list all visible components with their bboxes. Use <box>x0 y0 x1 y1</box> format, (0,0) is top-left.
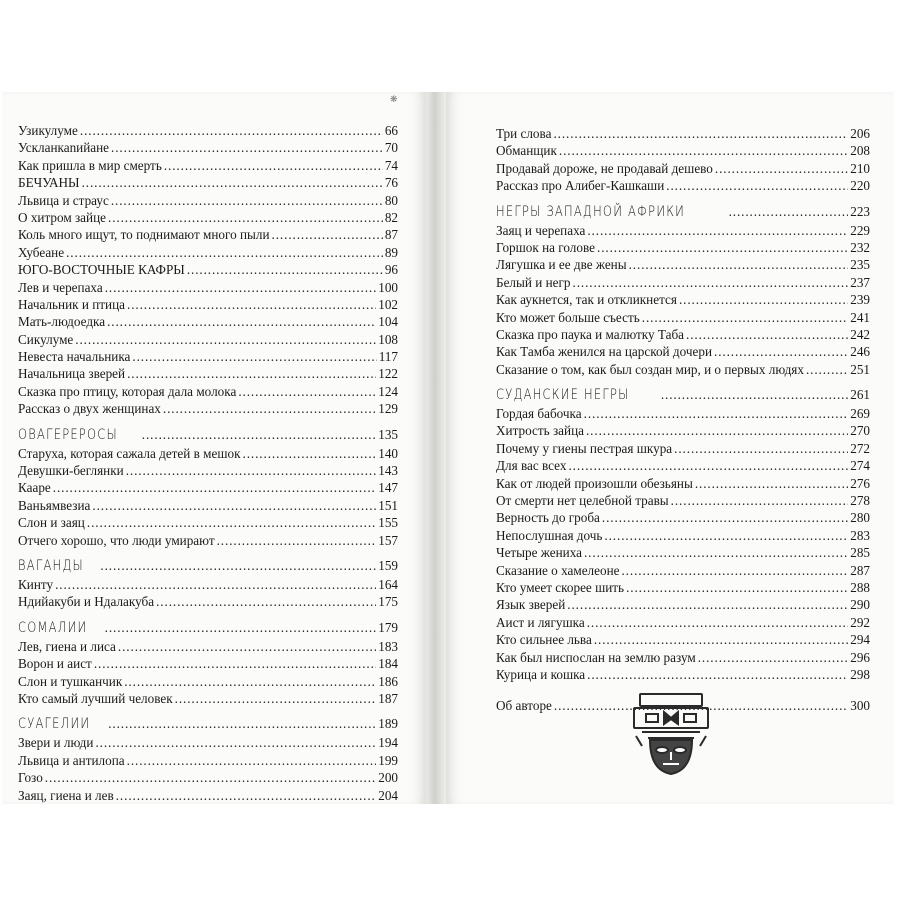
toc-section-heading: ОВАГЕРЕРОСЫ . . . 135 <box>18 426 398 445</box>
toc-entry: Сказание о хамелеоне . . . 287 <box>496 562 870 579</box>
book-gutter <box>426 92 446 804</box>
toc-entry: Гозо . . . 200 <box>18 769 398 786</box>
toc-entry: Как пришла в мир смерть . . . 74 <box>18 157 398 174</box>
toc-entry: Начальница зверей . . . 122 <box>18 365 398 382</box>
toc-entry: Аист и лягушка . . . 292 <box>496 614 870 631</box>
toc-entry: Слон и заяц . . . 155 <box>18 514 398 531</box>
toc-entry: Девушки-беглянки . . . 143 <box>18 462 398 479</box>
toc-entry: Ускланкаnийане . . . 70 <box>18 139 398 156</box>
toc-entry: О хитром зайце . . . 82 <box>18 209 398 226</box>
toc-entry: Хубеане . . . 89 <box>18 244 398 261</box>
toc-entry: Ндийакуби и Ндалакуба . . . 175 <box>18 593 398 610</box>
toc-section-heading: СОМАЛИИ . . . 179 <box>18 619 398 638</box>
left-toc-column <box>18 122 398 804</box>
toc-entry: Мать-людоедка . . . 104 <box>18 313 398 330</box>
toc-entry: Ваньямвезиа . . . 151 <box>18 497 398 514</box>
toc-entry: Кто может больше съесть . . . 241 <box>496 309 870 326</box>
toc-entry: Старуха, которая сажала детей в мешок . . . 140 <box>18 445 398 462</box>
toc-entry: Слон и тушканчик . . . 186 <box>18 673 398 690</box>
page-mark-icon: ❋ <box>390 94 398 104</box>
toc-entry: Горшок на голове . . . 232 <box>496 239 870 256</box>
toc-entry: Начальник и птица . . . 102 <box>18 296 398 313</box>
toc-entry: Гордая бабочка . . . 269 <box>496 405 870 422</box>
toc-entry: Хитрость зайца . . . 270 <box>496 422 870 439</box>
toc-entry: Львица и антилопа . . . 199 <box>18 752 398 769</box>
toc-section-heading: СУАГЕЛИИ . . . 189 <box>18 715 398 734</box>
toc-entry: Невеста начальника . . . 117 <box>18 348 398 365</box>
toc-entry: ЮГО-ВОСТОЧНЫЕ КАФРЫ . . . 96 <box>18 261 398 278</box>
toc-entry: Сказание о том, как был создан мир, и о первых людях . . . 251 <box>496 361 870 378</box>
toc-entry-about-author: Об авторе . . . 300 <box>496 697 870 714</box>
right-toc-column <box>496 125 870 715</box>
toc-entry: Для вас всех . . . 274 <box>496 457 870 474</box>
toc-entry: Ворон и аист . . . 184 <box>18 655 398 672</box>
toc-entry: Почему у гиены пестрая шкура . . . 272 <box>496 440 870 457</box>
toc-entry: Львица и страус . . . 80 <box>18 192 398 209</box>
toc-entry: Узикулуме . . . 66 <box>18 122 398 139</box>
toc-entry: Сказка про птицу, которая дала молока . . . 124 <box>18 383 398 400</box>
african-mask-icon <box>632 690 710 776</box>
toc-entry: Как Тамба женился на царской дочери . . . 246 <box>496 343 870 360</box>
toc-entry: Белый и негр . . . 237 <box>496 274 870 291</box>
toc-section-heading: ВАГАНДЫ . . . 159 <box>18 557 398 576</box>
toc-entry: Кто самый лучший человек . . . 187 <box>18 690 398 707</box>
toc-entry: Отчего хорошо, что люди умирают . . . 157 <box>18 532 398 549</box>
toc-section-heading: НЕГРЫ ЗАПАДНОЙ АФРИКИ . . . 223 <box>496 203 870 222</box>
toc-entry: Продавай дороже, не продавай дешево . . . 210 <box>496 160 870 177</box>
toc-entry: Рассказ о двух женщинах . . . 129 <box>18 400 398 417</box>
toc-entry: Лев и черепаха . . . 100 <box>18 279 398 296</box>
toc-entry: Обманщик . . . 208 <box>496 142 870 159</box>
toc-entry: Лягушка и ее две жены . . . 235 <box>496 256 870 273</box>
toc-entry: Четыре жениха . . . 285 <box>496 544 870 561</box>
toc-entry: Коль много ищут, то поднимают много пыли . . . 87 <box>18 226 398 243</box>
toc-entry: Курица и кошка . . . 298 <box>496 666 870 683</box>
toc-entry: Как от людей произошли обезьяны . . . 276 <box>496 475 870 492</box>
toc-entry: Кто сильнее льва . . . 294 <box>496 631 870 648</box>
toc-entry: Рассказ про Алибег-Кашкаши . . . 220 <box>496 177 870 194</box>
toc-entry: Язык зверей . . . 290 <box>496 596 870 613</box>
toc-section-heading: СУДАНСКИЕ НЕГРЫ . . . 261 <box>496 386 870 405</box>
toc-entry: Заяц, гиена и лев . . . 204 <box>18 787 398 804</box>
toc-entry: Верность до гроба . . . 280 <box>496 509 870 526</box>
toc-entry: Лев, гиена и лиса . . . 183 <box>18 638 398 655</box>
toc-entry: От смерти нет целебной травы . . . 278 <box>496 492 870 509</box>
toc-entry: Как был ниспослан на землю разум . . . 296 <box>496 649 870 666</box>
toc-entry: Сикулуме . . . 108 <box>18 331 398 348</box>
toc-entry: Непослушная дочь . . . 283 <box>496 527 870 544</box>
toc-entry: Кинту . . . 164 <box>18 576 398 593</box>
toc-entry: Кто умеет скорее шить . . . 288 <box>496 579 870 596</box>
toc-entry: Как аукнется, так и откликнется . . . 239 <box>496 291 870 308</box>
toc-entry: Сказка про паука и малютку Таба . . . 242 <box>496 326 870 343</box>
toc-entry: Заяц и черепаха . . . 229 <box>496 222 870 239</box>
toc-entry: Звери и люди . . . 194 <box>18 734 398 751</box>
toc-entry: Три слова . . . 206 <box>496 125 870 142</box>
toc-entry: Кааре . . . 147 <box>18 479 398 496</box>
toc-entry: БЕЧУАНЫ . . . 76 <box>18 174 398 191</box>
